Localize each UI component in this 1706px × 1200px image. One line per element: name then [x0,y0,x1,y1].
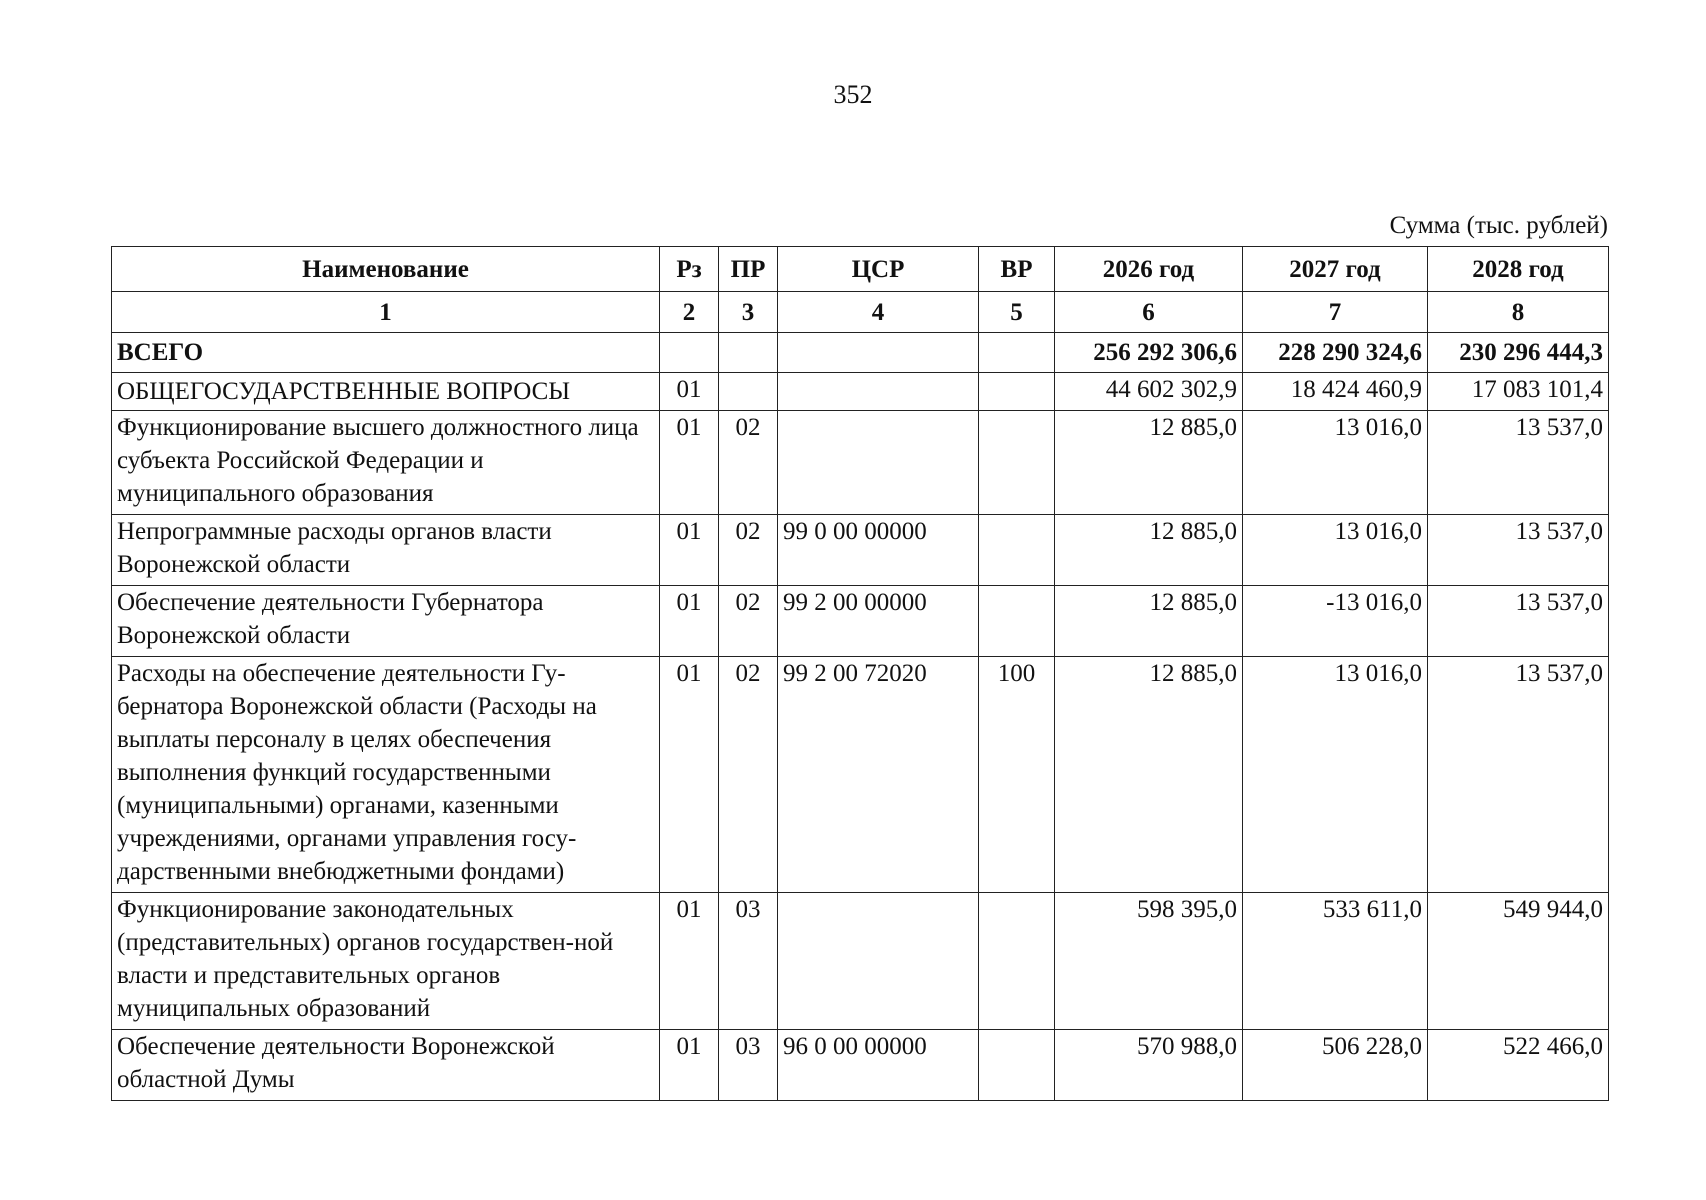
row-csr [778,411,979,515]
row-vr [979,333,1055,373]
header-2026: 2026 год [1055,247,1243,292]
table-row [112,515,1609,586]
row-csr [778,373,979,411]
row-amount-2026: 44 602 302,9 [1055,373,1243,411]
row-amount-2026: 256 292 306,6 [1055,333,1243,373]
row-csr: 99 0 00 00000 [778,515,979,586]
row-rz: 01 [660,657,719,893]
row-amount-2027: 506 228,0 [1243,1030,1428,1101]
row-pr [719,333,778,373]
row-pr: 02 [719,657,778,893]
row-name: Обеспечение деятельности Воронежской областной Думы [112,1030,660,1101]
header-2028: 2028 год [1428,247,1609,292]
row-vr [979,411,1055,515]
column-number: 4 [778,292,979,333]
page-number: 352 [833,80,873,109]
row-name: ВСЕГО [112,333,660,373]
row-csr: 96 0 00 00000 [778,1030,979,1101]
table-row [112,893,1609,1030]
column-number: 2 [660,292,719,333]
row-amount-2027: 13 016,0 [1243,515,1428,586]
budget-table [111,246,1609,1101]
column-number: 3 [719,292,778,333]
row-amount-2027: 228 290 324,6 [1243,333,1428,373]
row-amount-2028: 13 537,0 [1428,586,1609,657]
row-rz: 01 [660,893,719,1030]
row-pr: 03 [719,1030,778,1101]
table-row [112,657,1609,893]
row-amount-2026: 12 885,0 [1055,411,1243,515]
row-amount-2028: 13 537,0 [1428,515,1609,586]
row-name: Функционирование законодательных (представительных) органов государствен-ной власти и представительных органов муниципальных образований [112,893,660,1030]
row-csr [778,333,979,373]
row-name: ОБЩЕГОСУДАРСТВЕННЫЕ ВОПРОСЫ [112,373,660,411]
row-pr: 02 [719,411,778,515]
header-name: Наименование [112,247,660,292]
row-amount-2026: 12 885,0 [1055,586,1243,657]
row-amount-2027: -13 016,0 [1243,586,1428,657]
header-csr: ЦСР [778,247,979,292]
header-vr: ВР [979,247,1055,292]
row-amount-2028: 522 466,0 [1428,1030,1609,1101]
table-row-total [112,333,1609,373]
row-rz: 01 [660,373,719,411]
row-amount-2027: 18 424 460,9 [1243,373,1428,411]
row-csr [778,893,979,1030]
header-rz: Рз [660,247,719,292]
row-pr [719,373,778,411]
row-amount-2026: 12 885,0 [1055,515,1243,586]
column-number: 1 [112,292,660,333]
column-number: 5 [979,292,1055,333]
row-vr [979,586,1055,657]
row-amount-2027: 13 016,0 [1243,411,1428,515]
row-vr [979,1030,1055,1101]
row-amount-2026: 12 885,0 [1055,657,1243,893]
row-name: Функционирование высшего должностного лица субъекта Российской Федерации и муниципального образования [112,411,660,515]
row-name: Обеспечение деятельности Губернатора Воронежской области [112,586,660,657]
row-amount-2028: 13 537,0 [1428,657,1609,893]
column-number-row [112,292,1609,333]
units-caption: Сумма (тыс. рублей) [1389,212,1608,239]
row-rz [660,333,719,373]
table-row [112,373,1609,411]
table-row [112,586,1609,657]
row-name: Непрограммные расходы органов власти Воронежской области [112,515,660,586]
table-row [112,411,1609,515]
row-rz: 01 [660,515,719,586]
row-amount-2028: 13 537,0 [1428,411,1609,515]
row-rz: 01 [660,1030,719,1101]
row-rz: 01 [660,586,719,657]
row-vr [979,515,1055,586]
row-csr: 99 2 00 00000 [778,586,979,657]
row-amount-2026: 598 395,0 [1055,893,1243,1030]
header-2027: 2027 год [1243,247,1428,292]
row-vr: 100 [979,657,1055,893]
row-amount-2027: 13 016,0 [1243,657,1428,893]
row-name: Расходы на обеспечение деятельности Гу-бернатора Воронежской области (Расходы на выплаты персоналу в целях обеспечения выполнения функций государственными (муниципальными) органами, казенными учреждениями, органами управления госу-дарственными внебюджетными фондами) [112,657,660,893]
column-number: 8 [1428,292,1609,333]
row-amount-2028: 230 296 444,3 [1428,333,1609,373]
row-amount-2026: 570 988,0 [1055,1030,1243,1101]
row-pr: 02 [719,586,778,657]
table-row [112,1030,1609,1101]
row-amount-2028: 549 944,0 [1428,893,1609,1030]
header-row [112,247,1609,292]
row-pr: 02 [719,515,778,586]
row-rz: 01 [660,411,719,515]
row-vr [979,893,1055,1030]
row-vr [979,373,1055,411]
row-amount-2028: 17 083 101,4 [1428,373,1609,411]
column-number: 6 [1055,292,1243,333]
header-pr: ПР [719,247,778,292]
column-number: 7 [1243,292,1428,333]
row-csr: 99 2 00 72020 [778,657,979,893]
row-pr: 03 [719,893,778,1030]
row-amount-2027: 533 611,0 [1243,893,1428,1030]
